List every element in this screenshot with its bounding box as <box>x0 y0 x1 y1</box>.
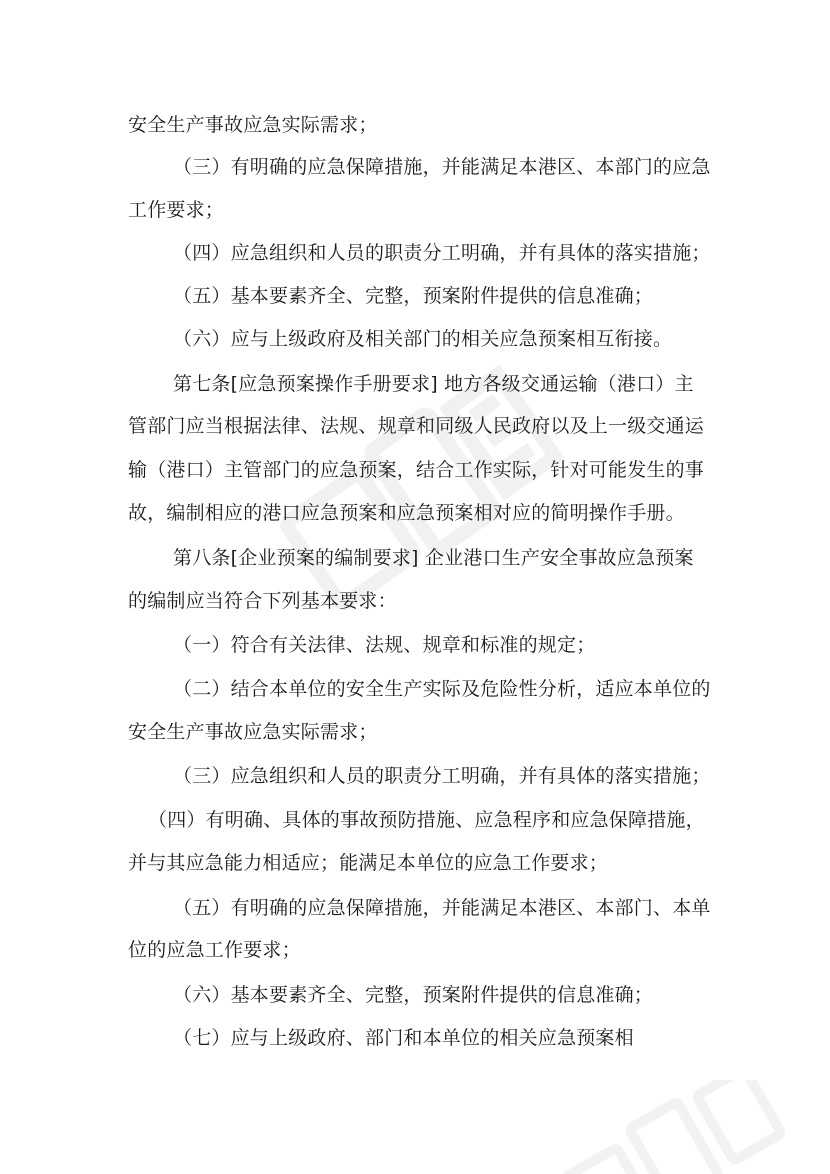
text-line: （三）有明确的应急保障措施，并能满足本港区、本部门的应急 <box>173 156 711 178</box>
text-line: 并与其应急能力相适应；能满足本单位的应急工作要求； <box>128 852 609 874</box>
watermark-bottom-icon <box>520 1080 820 1174</box>
text-line: 的编制应当符合下列基本要求： <box>128 590 397 612</box>
text-line: 第七条[应急预案操作手册要求] 地方各级交通运输（港口）主 <box>173 373 694 395</box>
text-line: （二）结合本单位的安全生产实际及危险性分析，适应本单位的 <box>173 678 711 700</box>
text-line: （六）应与上级政府及相关部门的相关应急预案相互衔接。 <box>173 328 673 350</box>
text-line: 安全生产事故应急实际需求； <box>128 114 378 136</box>
text-line: 管部门应当根据法律、法规、规章和同级人民政府以及上一级交通运 <box>128 415 705 437</box>
text-line: 第八条[企业预案的编制要求] 企业港口生产安全事故应急预案 <box>173 547 694 569</box>
text-line: （三）应急组织和人员的职责分工明确，并有具体的落实措施； <box>173 765 711 787</box>
text-line: （四）有明确、具体的事故预防措施、应急程序和应急保障措施， <box>148 809 705 831</box>
text-line: （七）应与上级政府、部门和本单位的相关应急预案相 <box>173 1027 634 1049</box>
text-line: （五）有明确的应急保障措施，并能满足本港区、本部门、本单 <box>173 897 711 919</box>
text-line: （六）基本要素齐全、完整，预案附件提供的信息准确； <box>173 984 654 1006</box>
text-line: （一）符合有关法律、法规、规章和标准的规定； <box>173 634 596 656</box>
text-line: 工作要求； <box>128 199 225 221</box>
text-line: 输（港口）主管部门的应急预案，结合工作实际，针对可能发生的事 <box>128 459 705 481</box>
text-line: 故，编制相应的港口应急预案和应急预案相对应的简明操作手册。 <box>128 502 685 524</box>
text-line: （四）应急组织和人员的职责分工明确，并有具体的落实措施； <box>173 242 711 264</box>
text-line: 位的应急工作要求； <box>128 939 301 961</box>
text-line: 安全生产事故应急实际需求； <box>128 721 378 743</box>
text-line: （五）基本要素齐全、完整，预案附件提供的信息准确； <box>173 285 654 307</box>
